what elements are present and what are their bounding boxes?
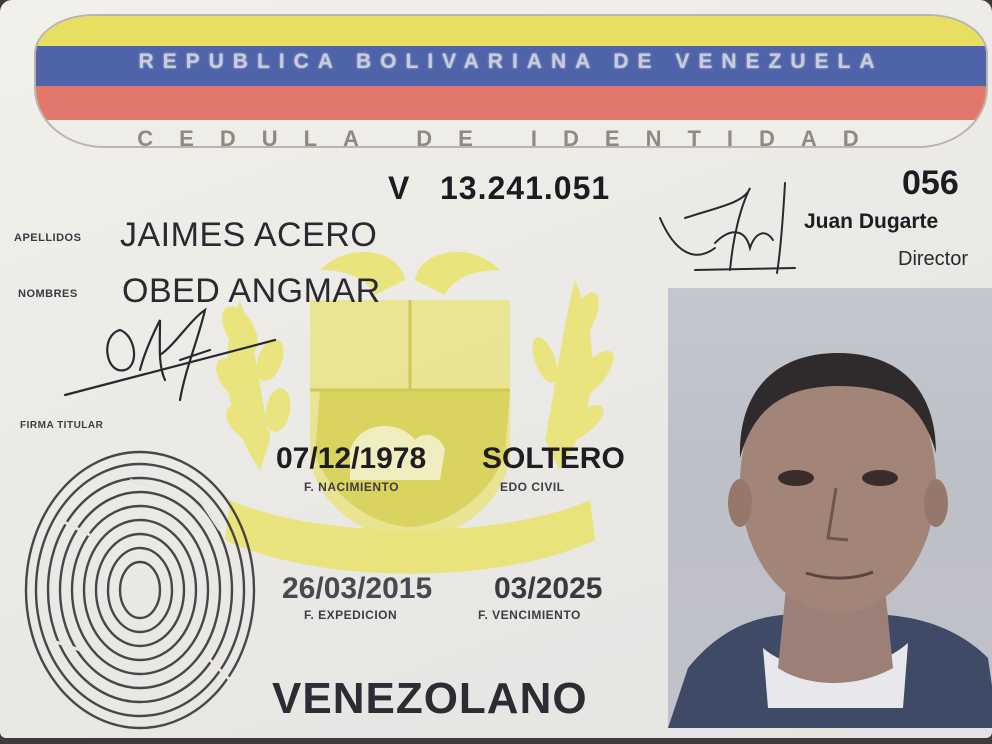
issue-date-label: F. EXPEDICION bbox=[304, 608, 398, 622]
person-portrait-icon bbox=[668, 288, 992, 728]
nationality: VENEZOLANO bbox=[272, 674, 588, 723]
firma-label: FIRMA TITULAR bbox=[20, 420, 104, 431]
civil-status-label: EDO CIVIL bbox=[500, 480, 565, 494]
card-code: 056 bbox=[902, 164, 959, 202]
republic-title: REPUBLICA BOLIVARIANA DE VENEZUELA bbox=[138, 50, 884, 73]
flag-stripe-red bbox=[36, 86, 986, 120]
nombres-label: NOMBRES bbox=[18, 288, 78, 300]
id-number: 13.241.051 bbox=[440, 170, 611, 206]
holder-signature-icon bbox=[60, 300, 290, 410]
apellidos-label: APELLIDOS bbox=[14, 232, 82, 244]
expiry-date: 03/2025 bbox=[494, 572, 603, 605]
expiry-date-label: F. VENCIMIENTO bbox=[478, 608, 581, 622]
birth-date-label: F. NACIMIENTO bbox=[304, 480, 399, 494]
nombres-value: OBED ANGMAR bbox=[122, 272, 381, 310]
holder-photo bbox=[668, 288, 992, 728]
director-title: Director bbox=[898, 248, 969, 270]
document-type: CEDULA DE IDENTIDAD bbox=[137, 126, 885, 148]
civil-status: SOLTERO bbox=[482, 442, 625, 475]
fingerprint-icon bbox=[20, 440, 280, 730]
flag-stripe-yellow bbox=[36, 16, 986, 46]
issue-date: 26/03/2015 bbox=[282, 572, 433, 605]
director-signature-icon bbox=[655, 178, 805, 278]
birth-date: 07/12/1978 bbox=[276, 442, 427, 475]
apellidos-value: JAIMES ACERO bbox=[120, 216, 378, 254]
flag-banner bbox=[34, 14, 988, 148]
id-prefix: V bbox=[388, 170, 411, 206]
director-name: Juan Dugarte bbox=[804, 210, 939, 233]
